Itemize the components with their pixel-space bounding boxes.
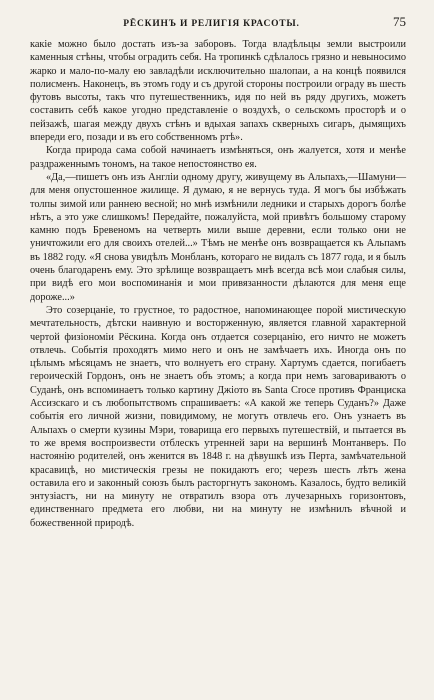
- paragraph-3: «Да,—пишетъ онъ изъ Англіи одному другу, живущему въ Альпахъ,—Шамуни—для меня опустошенное жилище. Я думаю, я не вернусь туда. Я могъ бы избѣжать толпы зимой или раннею весной; но мнѣ измѣнили ледники и старыхъ дорогъ болѣе нѣтъ, а это уже слишкомъ! Передайте, пожалуйста, мой привѣтъ большому старому камню подъ Бревеномъ на четверть мили выше деревни, если только они не уничтожили его для своихъ отелей...» Тѣмъ не менѣе онъ возвращается къ Альпамъ въ 1882 году. «Я снова увидѣлъ Монбланъ, котораго не видалъ съ 1877 года, и я былъ очень благодаренъ ему. Это зрѣлище возвращаетъ мнѣ всегда всѣ мои слабыя силы, при видѣ его мои воспоминанія и мои привязанности дѣлаются для меня еще дороже...»: [30, 171, 406, 303]
- page-number: 75: [393, 14, 406, 29]
- running-title: РЁСКИНЪ И РЕЛИГІЯ КРАСОТЫ.: [123, 19, 300, 29]
- paragraph-1: какіе можно было достать изъ-за заборовъ. Тогда владѣльцы земли выстроили каменныя стѣны, чтобы оградить себя. На тропинкѣ сдѣлалось грязно и невыносимо жарко и мало-по-малу ею завладѣли исключительно шалопаи, а на концѣ появился полисменъ. Наконецъ, въ этомъ году и съ другой стороны построили ограду въ шесть футовъ высоты, такъ что путешественникъ, идя по ней въ ряду другихъ, можетъ составить себѣ какое угодно представленіе о воздухѣ, о сельскомъ просторѣ и о пейзажѣ, шагая между двухъ стѣнъ и вдыхая запахъ скверныхъ сигаръ, дымящихъ впереди его, позади и въ его собственномъ ртѣ».: [30, 39, 406, 144]
- page-header: [30, 14, 406, 36]
- paragraph-4: Это созерцаніе, то грустное, то радостное, напоминающее порой мистическую мечтательность, дѣтски наивную и восторженную, является главной характерной чертой физіономіи Рёскина. Когда онъ отдается созерцанію, его ничто не можетъ отвлечь. Событія проходятъ мимо него и онъ не замѣчаетъ ихъ. Иногда онъ по цѣлымъ мѣсяцамъ не знаетъ, что волнуетъ его страну. Хартумъ сдается, погибаетъ героическій Гордонъ, онъ не знаетъ объ этомъ; а когда при немъ заговариваютъ о Суданѣ, онъ вспоминаетъ только картину Джіото въ Santa Croce противъ Франциска Ассизскаго и съ любопытствомъ спрашиваетъ: «А какой же теперь Суданъ?» Даже событія его личной жизни, повидимому, не могутъ отвлечь его. Онъ узнаетъ въ Альпахъ о смерти кузины Мэри, товарища его первыхъ путешествій, и пытается въ то же время воспроизвести отблескъ утренней зари на вершинѣ Монтанверъ. По настоянію родителей, онъ женится въ 1848 г. на дѣвушкѣ изъ Перта, замѣчательной красавицѣ, но мистическія грезы не покидаютъ его; черезъ шесть лѣтъ жена оставила его и законный союзъ былъ расторгнутъ закономъ. Казалось, будто великій энтузіастъ, ни на минуту не отвратилъ взора отъ лучезарныхъ горизонтовъ, единственнаго предмета его любви, ни на минуту не измѣнилъ вѣчной и божественной природѣ.: [30, 304, 406, 529]
- paragraph-2: Когда природа сама собой начинаетъ измѣняться, онъ жалуется, хотя и менѣе раздраженнымъ тономъ, на такое непостоянство ея.: [30, 145, 406, 170]
- page-body: [30, 38, 406, 530]
